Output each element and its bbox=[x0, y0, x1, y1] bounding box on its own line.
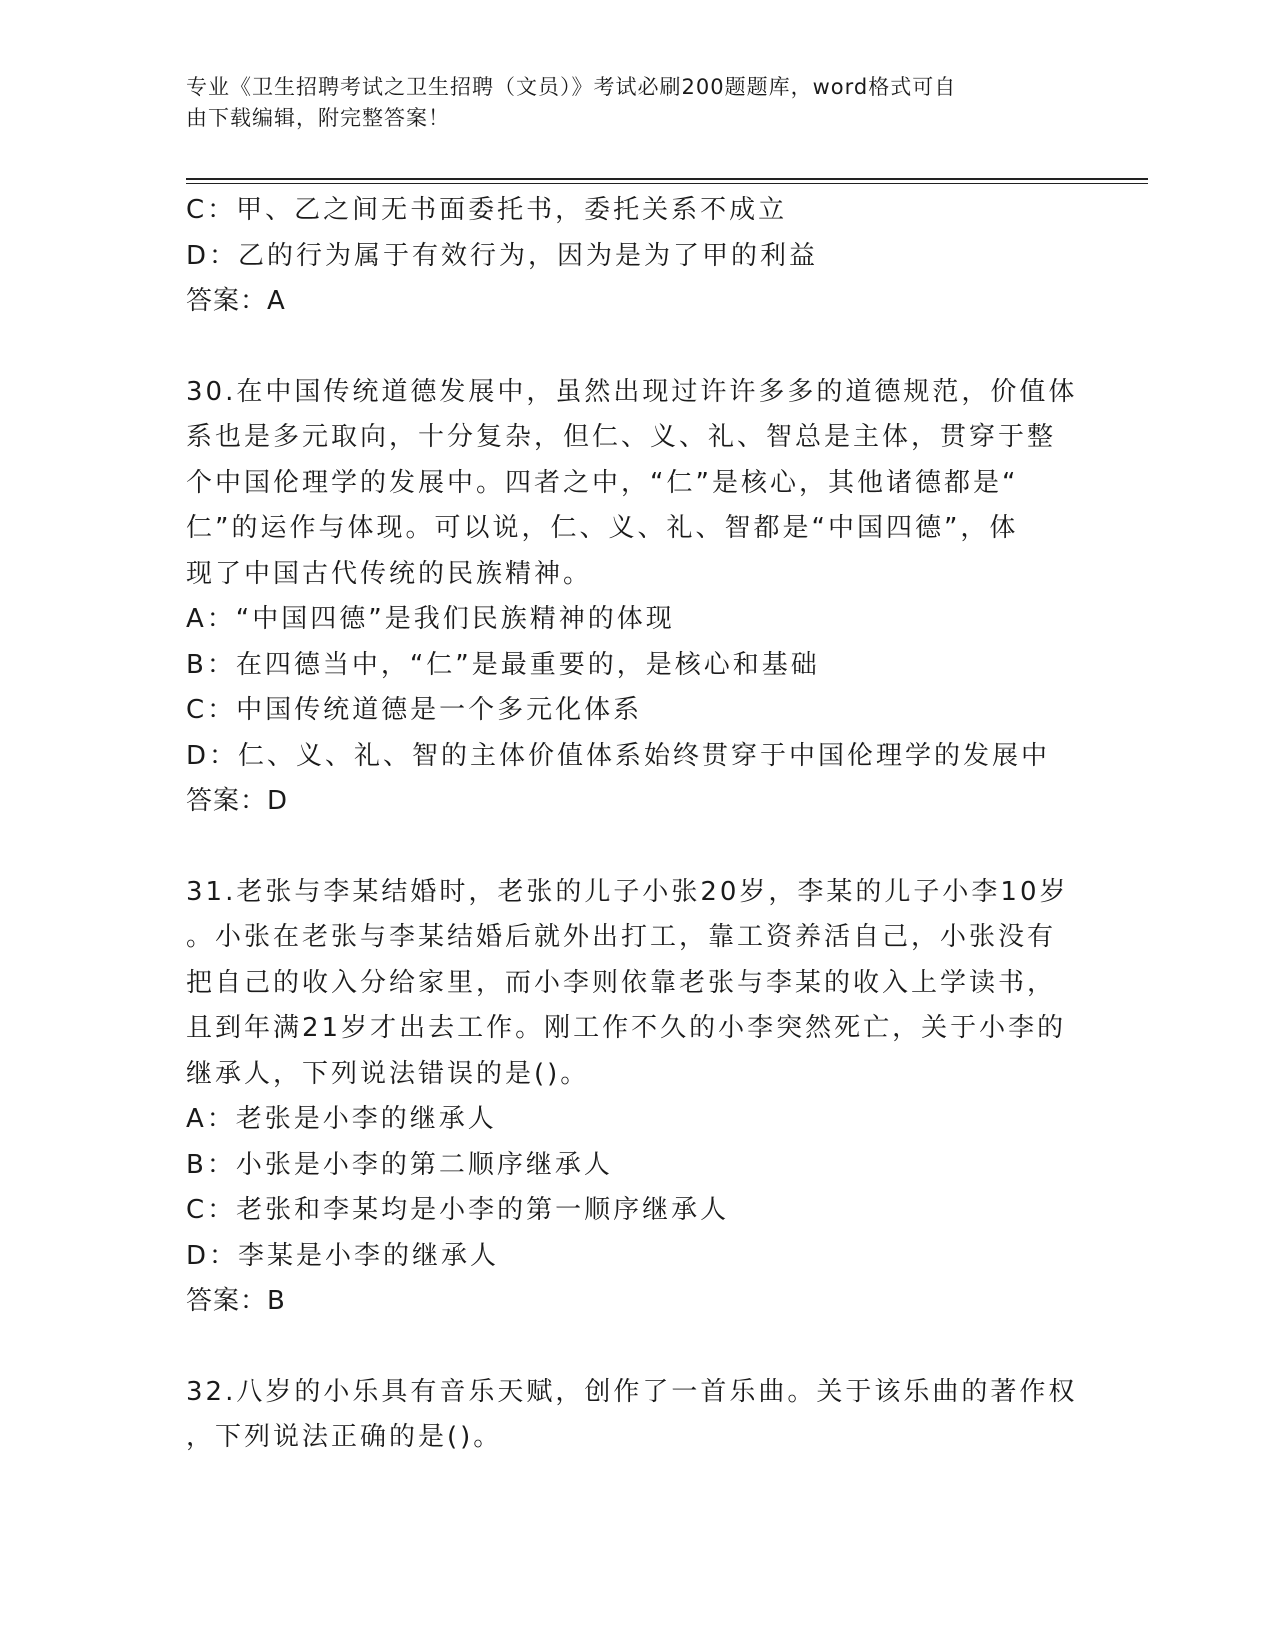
option-c: C：老张和李某均是小李的第一顺序继承人 bbox=[186, 1195, 730, 1225]
option-d: D：仁、义、礼、智的主体价值体系始终贯穿于中国伦理学的发展中 bbox=[186, 740, 1051, 771]
question-text-line: 现了中国古代传统的民族精神。 bbox=[186, 558, 593, 589]
option-b: B：在四德当中，“仁”是最重要的，是核心和基础 bbox=[186, 649, 820, 680]
option-a: A：“中国四德”是我们民族精神的体现 bbox=[186, 604, 675, 634]
question-text-line: ，下列说法正确的是()。 bbox=[186, 1422, 503, 1452]
question-text-line: 仁”的运作与体现。可以说，仁、义、礼、智都是“中国四德”，体 bbox=[186, 513, 1019, 543]
spacer bbox=[186, 325, 1086, 370]
answer-line: 答案：B bbox=[186, 1286, 286, 1316]
question-text-line: 继承人，下列说法错误的是()。 bbox=[186, 1058, 590, 1089]
header-line-1: 专业《卫生招聘考试之卫生招聘（文员）》考试必刷200题题库，word格式可自 bbox=[186, 75, 957, 99]
question-text-line: 个中国伦理学的发展中。四者之中，“仁”是核心，其他诸德都是“ bbox=[186, 467, 1019, 498]
option-c: C：甲、乙之间无书面委托书，委托关系不成立 bbox=[186, 195, 788, 225]
spacer bbox=[186, 1325, 1086, 1370]
question-text-line: 30.在中国传统道德发展中，虽然出现过许许多多的道德规范，价值体 bbox=[186, 376, 1078, 407]
option-c: C：中国传统道德是一个多元化体系 bbox=[186, 695, 643, 725]
option-d: D：李某是小李的继承人 bbox=[186, 1240, 500, 1271]
spacer bbox=[186, 825, 1086, 870]
question-text-line: 系也是多元取向，十分复杂，但仁、义、礼、智总是主体，贯穿于整 bbox=[186, 422, 1057, 452]
previous-question-tail bbox=[186, 188, 1086, 325]
question-text-line: 且到年满21岁才出去工作。刚工作不久的小李突然死亡，关于小李的 bbox=[186, 1013, 1067, 1043]
question-text-line: 把自己的收入分给家里，而小李则依靠老张与李某的收入上学读书， bbox=[186, 967, 1057, 998]
question-31 bbox=[186, 870, 1086, 1325]
header-line-2: 由下载编辑，附完整答案！ bbox=[186, 106, 450, 130]
question-text-line: 。小张在老张与李某结婚后就外出打工，靠工资养活自己，小张没有 bbox=[186, 922, 1057, 952]
question-30 bbox=[186, 370, 1086, 825]
document-header bbox=[186, 72, 1066, 134]
option-b: B：小张是小李的第二顺序继承人 bbox=[186, 1149, 613, 1180]
question-text-line: 32.八岁的小乐具有音乐天赋，创作了一首乐曲。关于该乐曲的著作权 bbox=[186, 1376, 1078, 1407]
answer-line: 答案：D bbox=[186, 786, 289, 816]
option-d: D：乙的行为属于有效行为，因为是为了甲的利益 bbox=[186, 240, 819, 271]
option-a: A：老张是小李的继承人 bbox=[186, 1104, 497, 1134]
question-32 bbox=[186, 1370, 1086, 1461]
header-divider-thick bbox=[186, 178, 1148, 180]
answer-line: 答案：A bbox=[186, 286, 286, 316]
header-divider-thin bbox=[186, 183, 1148, 184]
question-text-line: 31.老张与李某结婚时，老张的儿子小张20岁，李某的儿子小李10岁 bbox=[186, 876, 1069, 907]
question-content bbox=[186, 188, 1086, 1461]
